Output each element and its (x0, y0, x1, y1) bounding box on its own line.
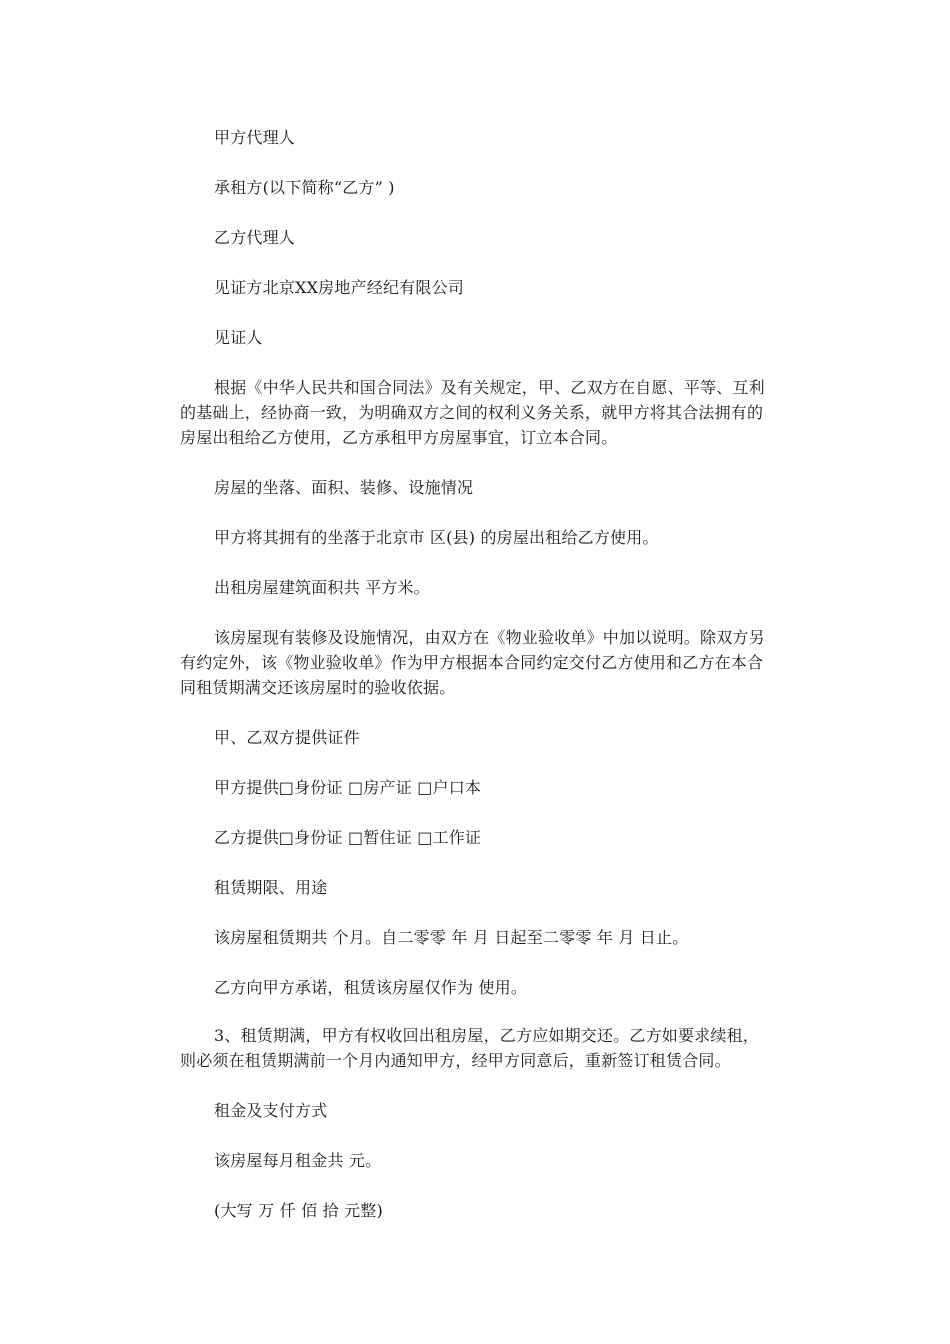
paragraph-purpose: 乙方向甲方承诺，租赁该房屋仅作为 使用。 (214, 978, 528, 997)
paragraph-lessee-documents: 乙方提供□身份证 □暂住证 □工作证 (214, 828, 482, 847)
paragraph-section-term: 租赁期限、用途 (214, 878, 328, 897)
paragraph-lessor-documents: 甲方提供□身份证 □房产证 □户口本 (214, 778, 482, 797)
paragraph-rent-amount: 该房屋每月租金共 元。 (214, 1151, 382, 1170)
paragraph-section-location: 房屋的坐落、面积、装修、设施情况 (214, 478, 474, 497)
paragraph-witness: 见证人 (214, 328, 263, 347)
paragraph-rent-in-words: (大写 万 仟 佰 拾 元整) (214, 1201, 383, 1220)
paragraph-witness-company: 见证方北京XX房地产经纪有限公司 (214, 278, 464, 297)
paragraph-fittings: 该房屋现有装修及设施情况，由双方在《物业验收单》中加以说明。除双方另有约定外，该《物业验收单》作为甲方根据本合同约定交付乙方使用和乙方在本合同租赁期满交还该房屋时的验收依据。 (180, 628, 765, 697)
paragraph-preamble: 根据《中华人民共和国合同法》及有关规定，甲、乙双方在自愿、平等、互利的基础上，经协商一致，为明确双方之间的权利义务关系，就甲方将其合法拥有的房屋出租给乙方使用，乙方承租甲方房屋事宜，订立本合同。 (180, 378, 765, 447)
paragraph-area: 出租房屋建筑面积共 平方米。 (214, 578, 430, 597)
paragraph-lessor-agent: 甲方代理人 (214, 128, 296, 147)
paragraph-term: 该房屋租赁期共 个月。自二零零 年 月 日起至二零零 年 月 日止。 (214, 928, 689, 947)
paragraph-renewal: 3、租赁期满，甲方有权收回出租房屋，乙方应如期交还。乙方如要求续租，则必须在租赁期满前一个月内通知甲方，经甲方同意后，重新签订租赁合同。 (180, 1026, 759, 1070)
paragraph-section-rent: 租金及支付方式 (214, 1101, 328, 1120)
paragraph-section-documents: 甲、乙双方提供证件 (214, 728, 360, 747)
paragraph-lessee: 承租方(以下简称“乙方” ) (214, 178, 395, 197)
paragraph-location: 甲方将其拥有的坐落于北京市 区(县) 的房屋出租给乙方使用。 (214, 528, 659, 547)
paragraph-lessee-agent: 乙方代理人 (214, 228, 296, 247)
